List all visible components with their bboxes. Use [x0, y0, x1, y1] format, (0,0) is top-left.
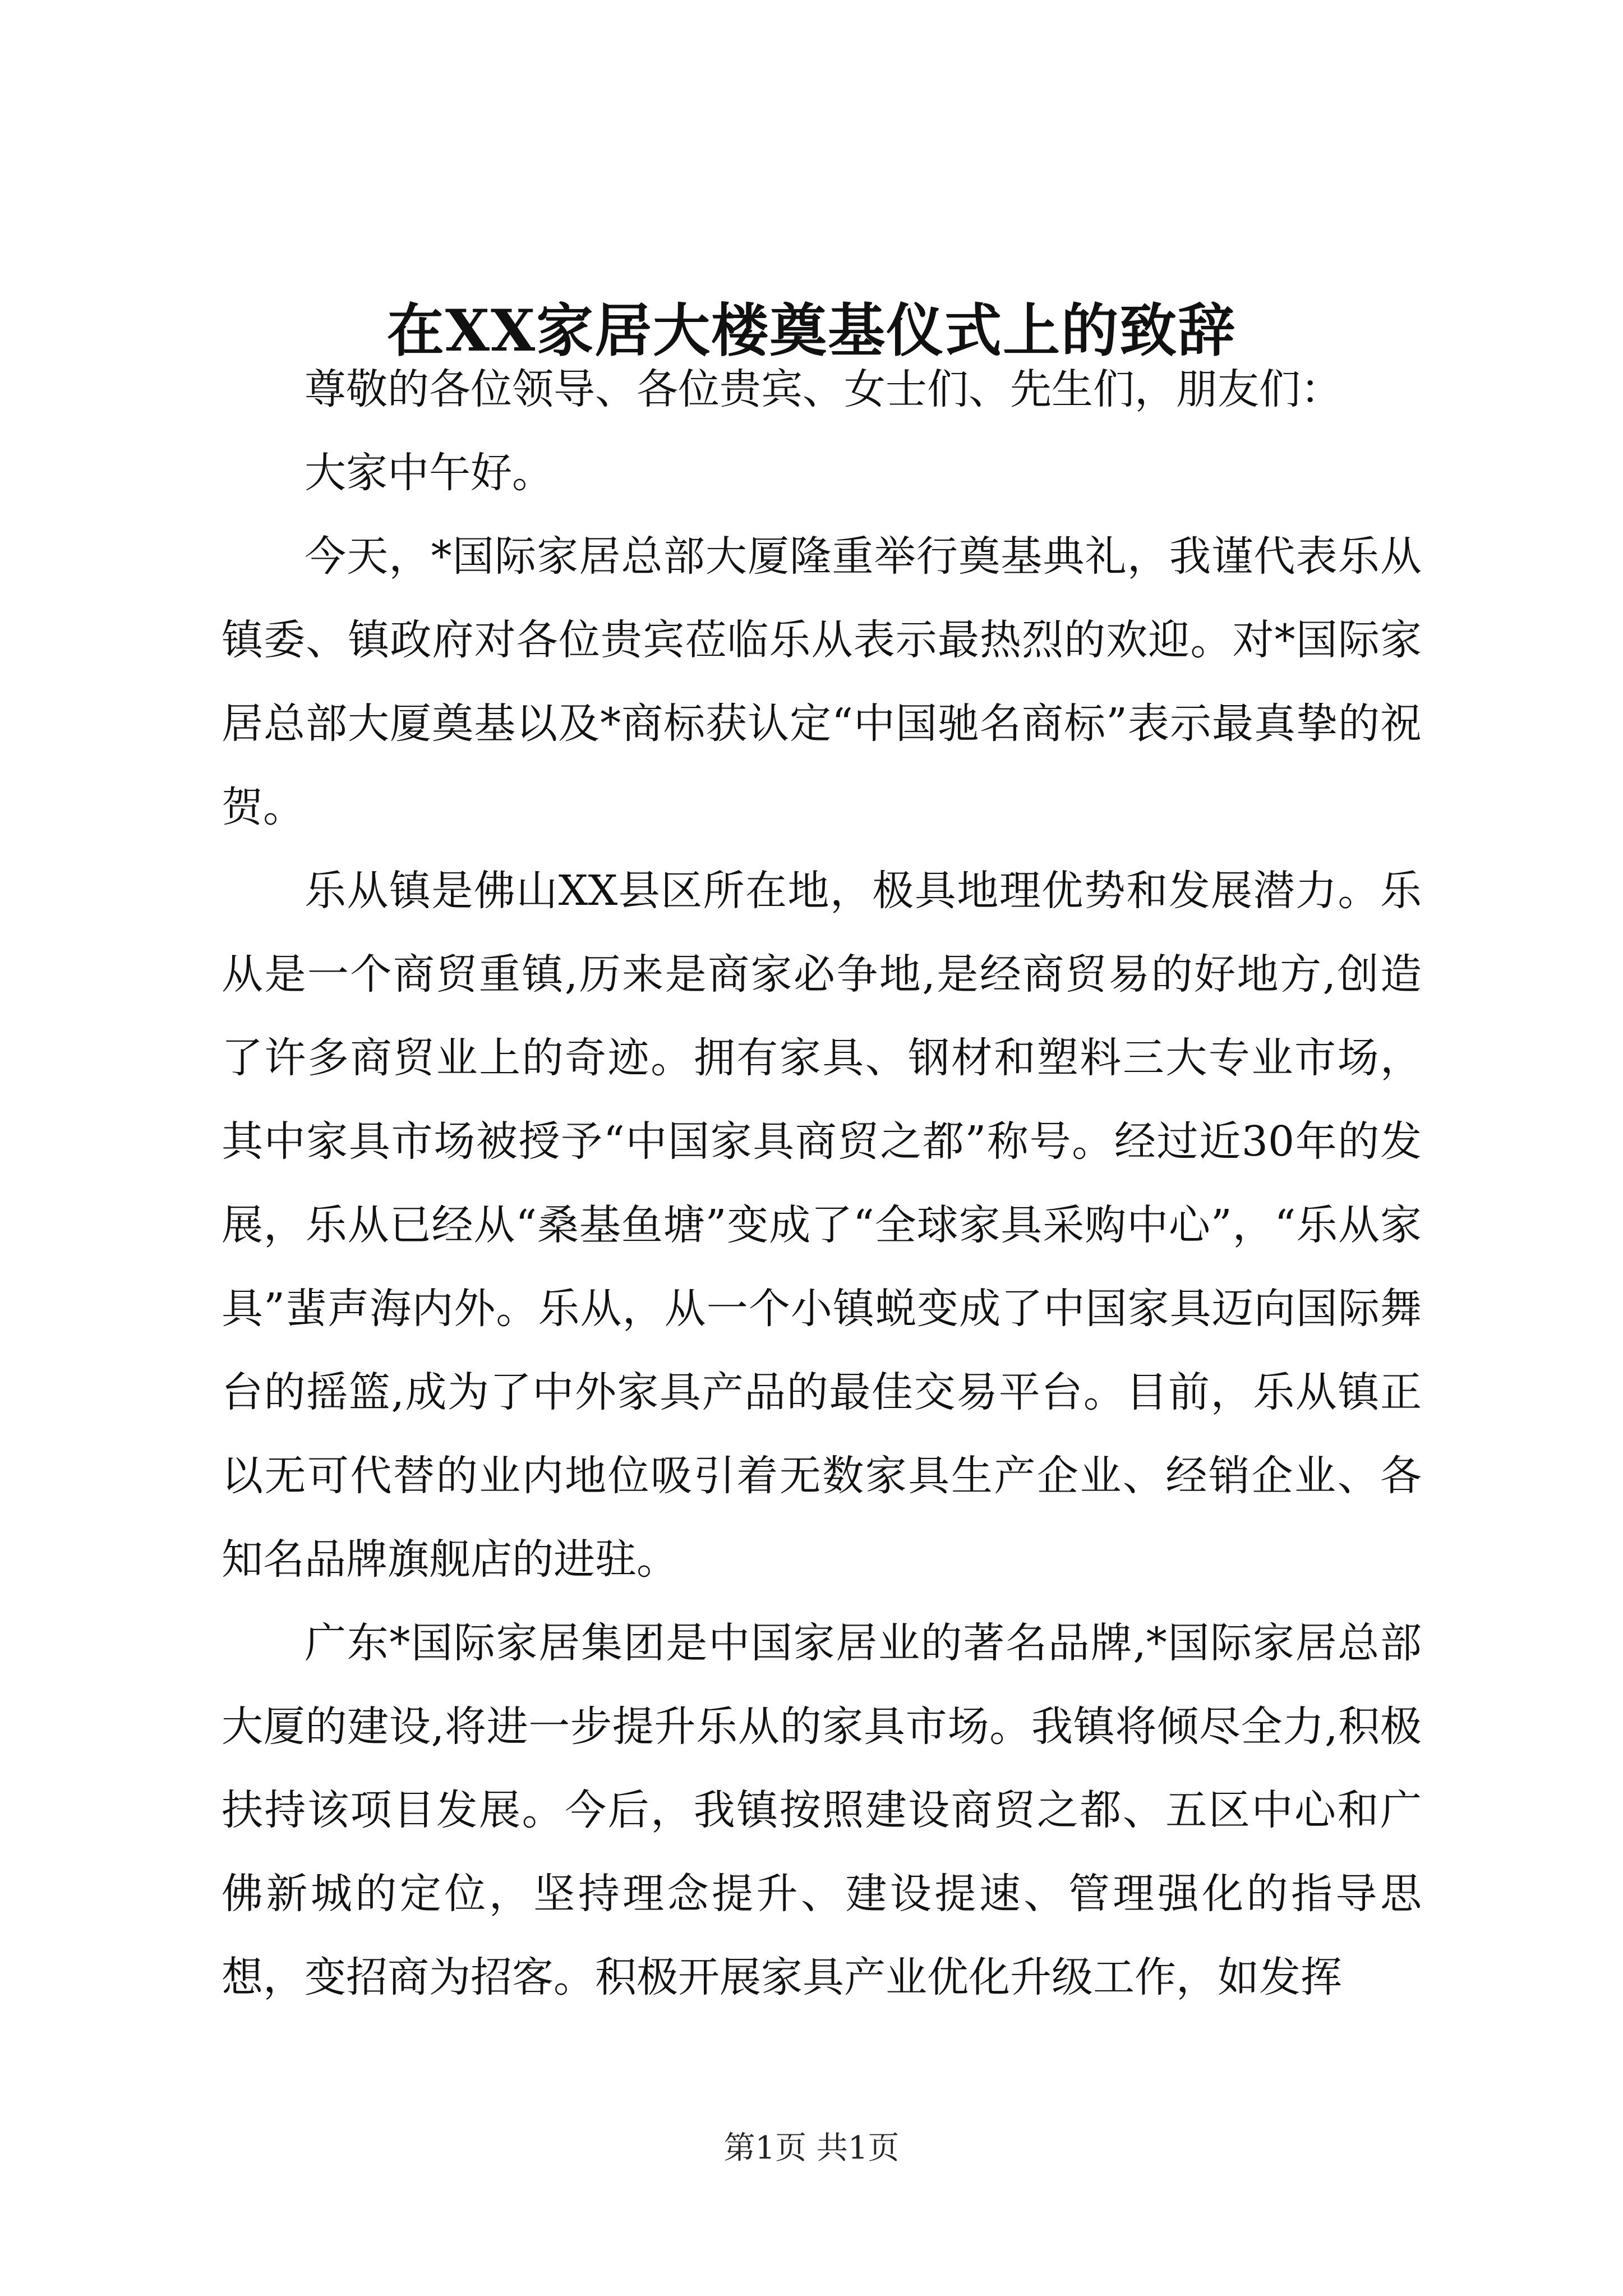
document-body: [222, 348, 1422, 2019]
body-paragraph: 今天，*国际家居总部大厦隆重举行奠基典礼，我谨代表乐从镇委、镇政府对各位贵宾莅临乐从表示最热烈的欢迎。对*国际家居总部大厦奠基以及*商标获认定“中国驰名商标”表示最真挚的祝贺。: [222, 532, 1422, 831]
page-footer: 第1页 共1页: [723, 2130, 900, 2166]
greeting-paragraph: 大家中午好。: [305, 449, 554, 497]
salutation-paragraph: 尊敬的各位领导、各位贵宾、女士们、先生们，朋友们：: [305, 365, 1342, 413]
document-title: 在XX家居大楼奠基仪式上的致辞: [386, 297, 1237, 365]
body-paragraph: 广东*国际家居集团是中国家居业的著名品牌,*国际家居总部大厦的建设,将进一步提升乐从的家具市场。我镇将倾尽全力,积极扶持该项目发展。今后，我镇按照建设商贸之都、五区中心和广佛新城的定位，坚持理念提升、建设提速、管理强化的指导思想，变招商为招客。积极开展家具产业优化升级工作，如发挥: [222, 1619, 1422, 2001]
body-paragraph: 乐从镇是佛山XX县区所在地，极具地理优势和发展潜力。乐从是一个商贸重镇,历来是商家必争地,是经商贸易的好地方,创造了许多商贸业上的奇迹。拥有家具、钢材和塑料三大专业市场，其中家具市场被授予“中国家具商贸之都”称号。经过近30年的发展，乐从已经从“桑基鱼塘”变成了“全球家具采购中心”，“乐从家具”蜚声海内外。乐从，从一个小镇蜕变成了中国家具迈向国际舞台的摇篮,成为了中外家具产品的最佳交易平台。目前，乐从镇正以无可代替的业内地位吸引着无数家具生产企业、经销企业、各知名品牌旗舰店的进驻。: [222, 867, 1422, 1584]
